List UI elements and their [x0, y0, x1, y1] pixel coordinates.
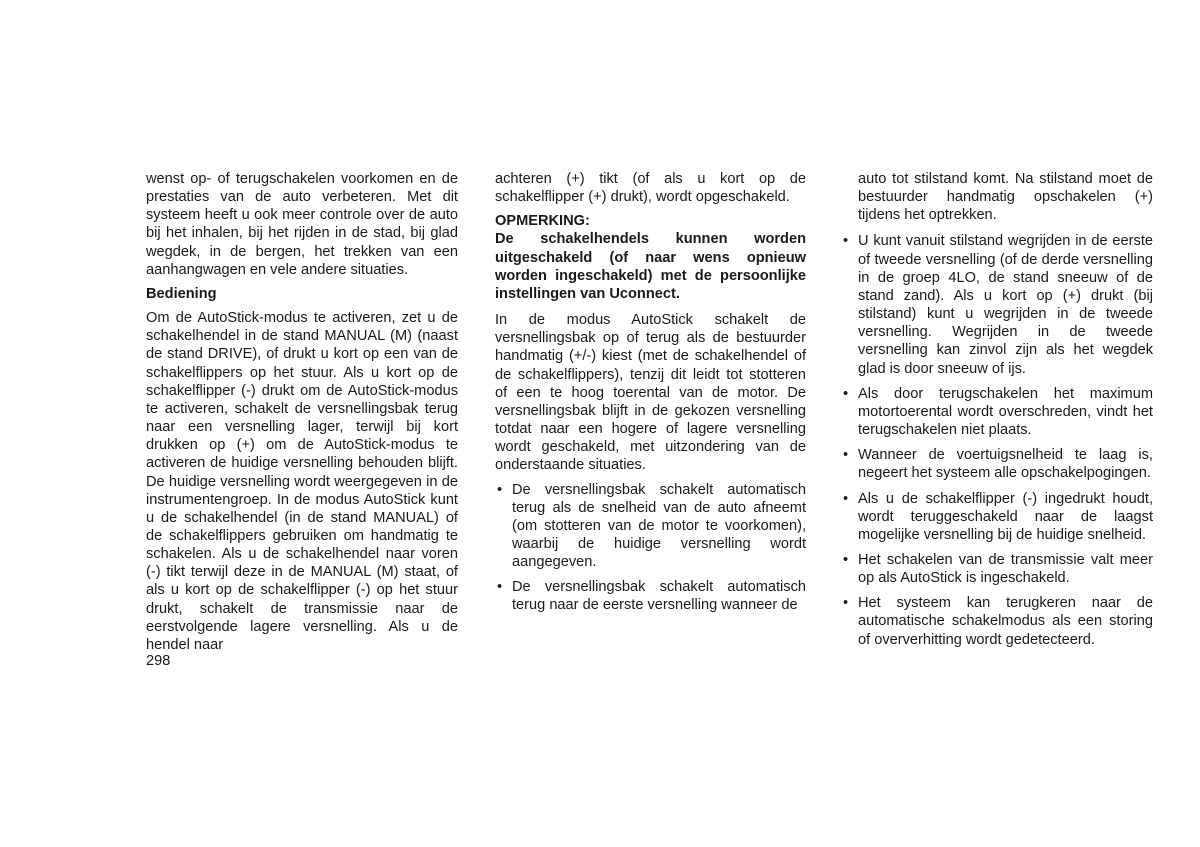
bullet-list-right	[841, 232, 1153, 648]
list-item-continued: auto tot stilstand komt. Na stilstand moet de bestuurder handmatig opschakelen (+) tijdens het optrekken.	[858, 171, 1153, 224]
bullet-marker: •	[843, 551, 849, 568]
list-item-text: Als door terugschakelen het maximum motortoerental wordt overschreden, vindt het terugschakelen niet plaats.	[858, 385, 1153, 439]
list-item	[841, 385, 1153, 439]
bullet-marker: •	[497, 481, 503, 498]
bullet-marker: •	[843, 385, 849, 402]
bullet-marker: •	[843, 595, 849, 612]
list-item-text: Wanneer de voertuigsnelheid te laag is, negeert het systeem alle opschakelpogingen.	[858, 447, 1153, 482]
list-item-text: De versnellingsbak schakelt automatisch terug naar de eerste versnelling wanneer de	[512, 579, 806, 614]
list-item-text: Het schakelen van de transmissie valt meer op als AutoStick is ingeschakeld.	[858, 551, 1153, 587]
text-column-middle	[495, 170, 806, 622]
paragraph-upshift: achteren (+) tikt (of als u kort op de schakelflipper (+) drukt), wordt opgeschakeld.	[495, 171, 806, 206]
section-heading-bediening: Bediening	[146, 285, 217, 302]
text-column-left	[146, 170, 458, 660]
bullet-marker: •	[843, 490, 849, 507]
bullet-marker: •	[843, 447, 849, 464]
list-item	[841, 594, 1153, 648]
list-item	[495, 481, 806, 572]
bullet-marker: •	[843, 233, 849, 250]
bullet-list-middle	[495, 481, 806, 615]
page-number: 298	[146, 653, 171, 669]
list-item	[495, 578, 806, 614]
list-item	[841, 446, 1153, 482]
list-item-text: Het systeem kan terugkeren naar de automatische schakelmodus als een storing of oververhitting wordt gedetecteerd.	[858, 595, 1153, 648]
list-item-text: U kunt vanuit stilstand wegrijden in de eerste of tweede versnelling (of de derde versnelling in de groep 4LO, de stand sneeuw of de stand zand). Als u kort op (+) drukt (bij stilstand) kunt u wegrijden in de tweede versnelling. Wegrijden in de tweede versnelling kan zinvol zijn als het wegdek glad is door sneeuw of ijs.	[858, 233, 1153, 377]
note-title: OPMERKING:	[495, 213, 590, 230]
bullet-marker: •	[497, 579, 503, 596]
note-body: De schakelhendels kunnen worden uitgeschakeld (of naar wens opnieuw worden ingeschakeld) met de persoonlijke instellingen van Uconnect.	[495, 231, 806, 302]
list-item	[841, 551, 1153, 587]
list-item	[841, 232, 1153, 377]
text-column-right	[841, 170, 1153, 656]
paragraph-autostick-mode: In de modus AutoStick schakelt de versnellingsbak op of terug als de bestuurder handmatig (+/-) kiest (met de schakelhendel of de schakelflippers), tenzij dit leidt tot stotteren of een te hoog toerental van de motor. De versnellingsbak blijft in de gekozen versnelling totdat naar een hogere of lagere versnelling wordt geschakeld, met uitzondering van de onderstaande situaties.	[495, 312, 806, 474]
paragraph-intro-continued: wenst op- of terugschakelen voorkomen en de prestaties van de auto verbeteren. Met dit systeem heeft u ook meer controle over de auto bij het inhalen, bij het rijden in de stad, bij glad wegdek, in de bergen, het trekken van een aanhangwagen en vele andere situaties.	[146, 171, 458, 278]
paragraph-bediening: Om de AutoStick-modus te activeren, zet u de schakelhendel in de stand MANUAL (M) (naast de stand DRIVE), of drukt u kort op een van de schakelflippers op het stuur. Als u kort op de schakelflipper (-) drukt om de AutoStick-modus te activeren, schakelt de versnellingsbak terug naar een versnelling lager, terwijl bij kort drukken op (+) om de AutoStick-modus te activeren de huidige versnelling behouden blijft. De huidige versnelling wordt weergegeven in de instrumentengroep. In de modus AutoStick kunt u de schakelhendel (in de stand MANUAL) of de schakelflippers gebruiken om handmatig te schakelen. Als u de schakelhendel naar voren (-) tikt terwijl deze in de MANUAL (M) staat, of als u kort op de schakelflipper (-) op het stuur drukt, schakelt de transmissie naar de eerstvolgende lagere versnelling. Als u de hendel naar	[146, 310, 458, 653]
list-item	[841, 490, 1153, 544]
list-item-text: Als u de schakelflipper (-) ingedrukt houdt, wordt teruggeschakeld naar de laagst mogelijke versnelling bij de huidige snelheid.	[858, 490, 1153, 543]
list-item-text: De versnellingsbak schakelt automatisch terug als de snelheid van de auto afneemt (om stotteren van de motor te voorkomen), waarbij de huidige versnelling wordt aangegeven.	[512, 481, 806, 571]
